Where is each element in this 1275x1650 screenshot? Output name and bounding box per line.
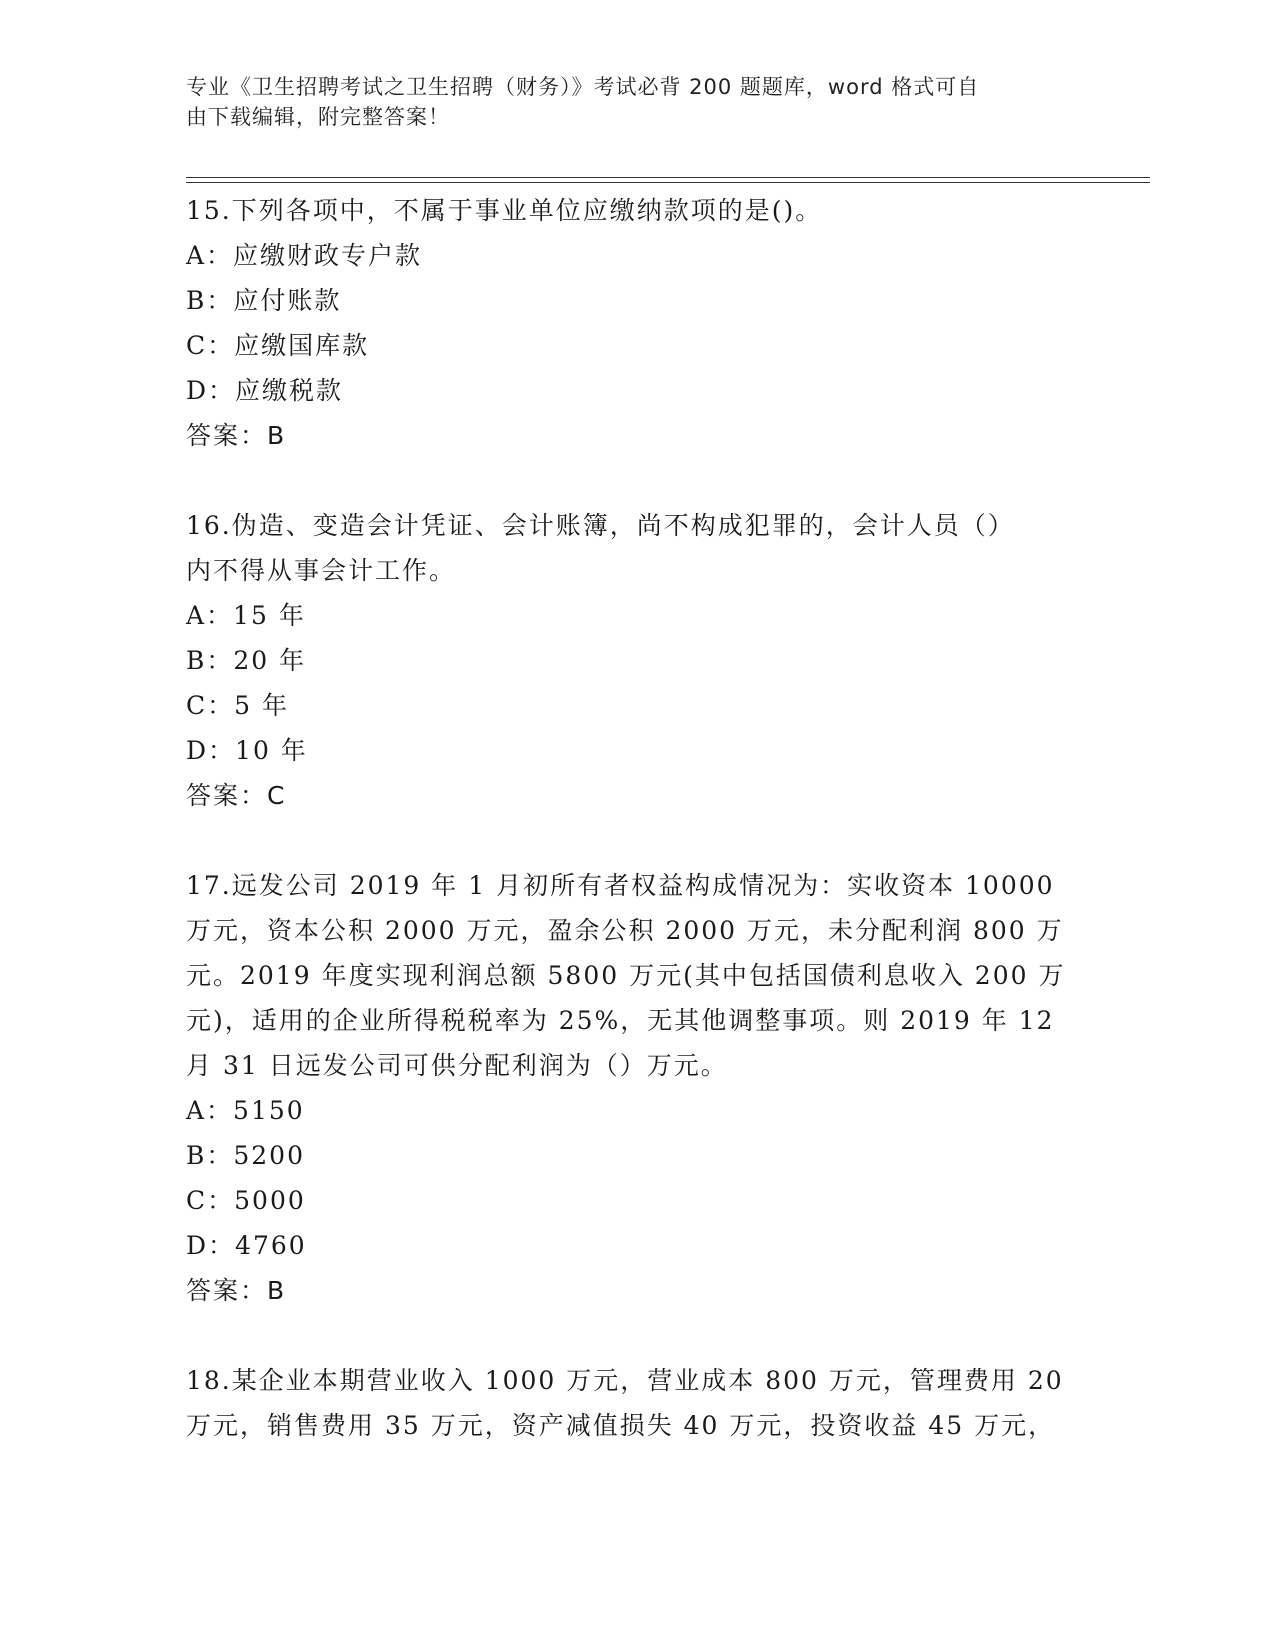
option-a: A：应缴财政专户款: [186, 241, 423, 270]
header-rule-bottom: [186, 182, 1150, 183]
answer: 答案：B: [186, 1276, 287, 1305]
question-text-line-3: 元。2019 年度实现利润总额 5800 万元(其中包括国债利息收入 200 万: [186, 961, 1066, 990]
option-d: D：4760: [186, 1231, 307, 1260]
question-text-line-2: 万元，资本公积 2000 万元，盈余公积 2000 万元，未分配利润 800 万: [186, 916, 1064, 945]
question-list: [186, 188, 1086, 1493]
option-c: C：5000: [186, 1186, 306, 1215]
question-text-line-1: 18.某企业本期营业收入 1000 万元，营业成本 800 万元，管理费用 20: [186, 1366, 1064, 1395]
option-c: C：5 年: [186, 691, 289, 720]
question-text-line-2: 内不得从事会计工作。: [186, 556, 457, 585]
header-line-2: 由下载编辑，附完整答案！: [186, 105, 450, 129]
option-a: A：5150: [186, 1096, 305, 1125]
option-b: B：应付账款: [186, 286, 342, 315]
answer: 答案：C: [186, 781, 287, 810]
header-line-1: 专业《卫生招聘考试之卫生招聘（财务）》考试必背 200 题题库，word 格式可自: [186, 75, 980, 99]
question-16: [186, 503, 1086, 818]
question-text-line-1: 16.伪造、变造会计凭证、会计账簿，尚不构成犯罪的，会计人员（）: [186, 511, 1015, 540]
question-text: 15.下列各项中，不属于事业单位应缴纳款项的是()。: [186, 196, 823, 225]
option-c: C：应缴国库款: [186, 331, 370, 360]
option-b: B：5200: [186, 1141, 305, 1170]
answer: 答案：B: [186, 421, 287, 450]
option-a: A：15 年: [186, 601, 306, 630]
question-text-line-1: 17.远发公司 2019 年 1 月初所有者权益构成情况为：实收资本 10000: [186, 871, 1055, 900]
option-d: D：应缴税款: [186, 376, 344, 405]
option-b: B：20 年: [186, 646, 307, 675]
question-15: [186, 188, 1086, 458]
option-d: D：10 年: [186, 736, 308, 765]
question-17: [186, 863, 1086, 1313]
question-18: [186, 1358, 1086, 1448]
question-text-line-2: 万元，销售费用 35 万元，资产减值损失 40 万元，投资收益 45 万元，: [186, 1411, 1056, 1440]
question-text-line-5: 月 31 日远发公司可供分配利润为（）万元。: [186, 1051, 728, 1080]
question-text-line-4: 元)，适用的企业所得税税率为 25%，无其他调整事项。则 2019 年 12: [186, 1006, 1055, 1035]
header-rule-top: [186, 177, 1150, 178]
document-header: [186, 72, 1066, 132]
